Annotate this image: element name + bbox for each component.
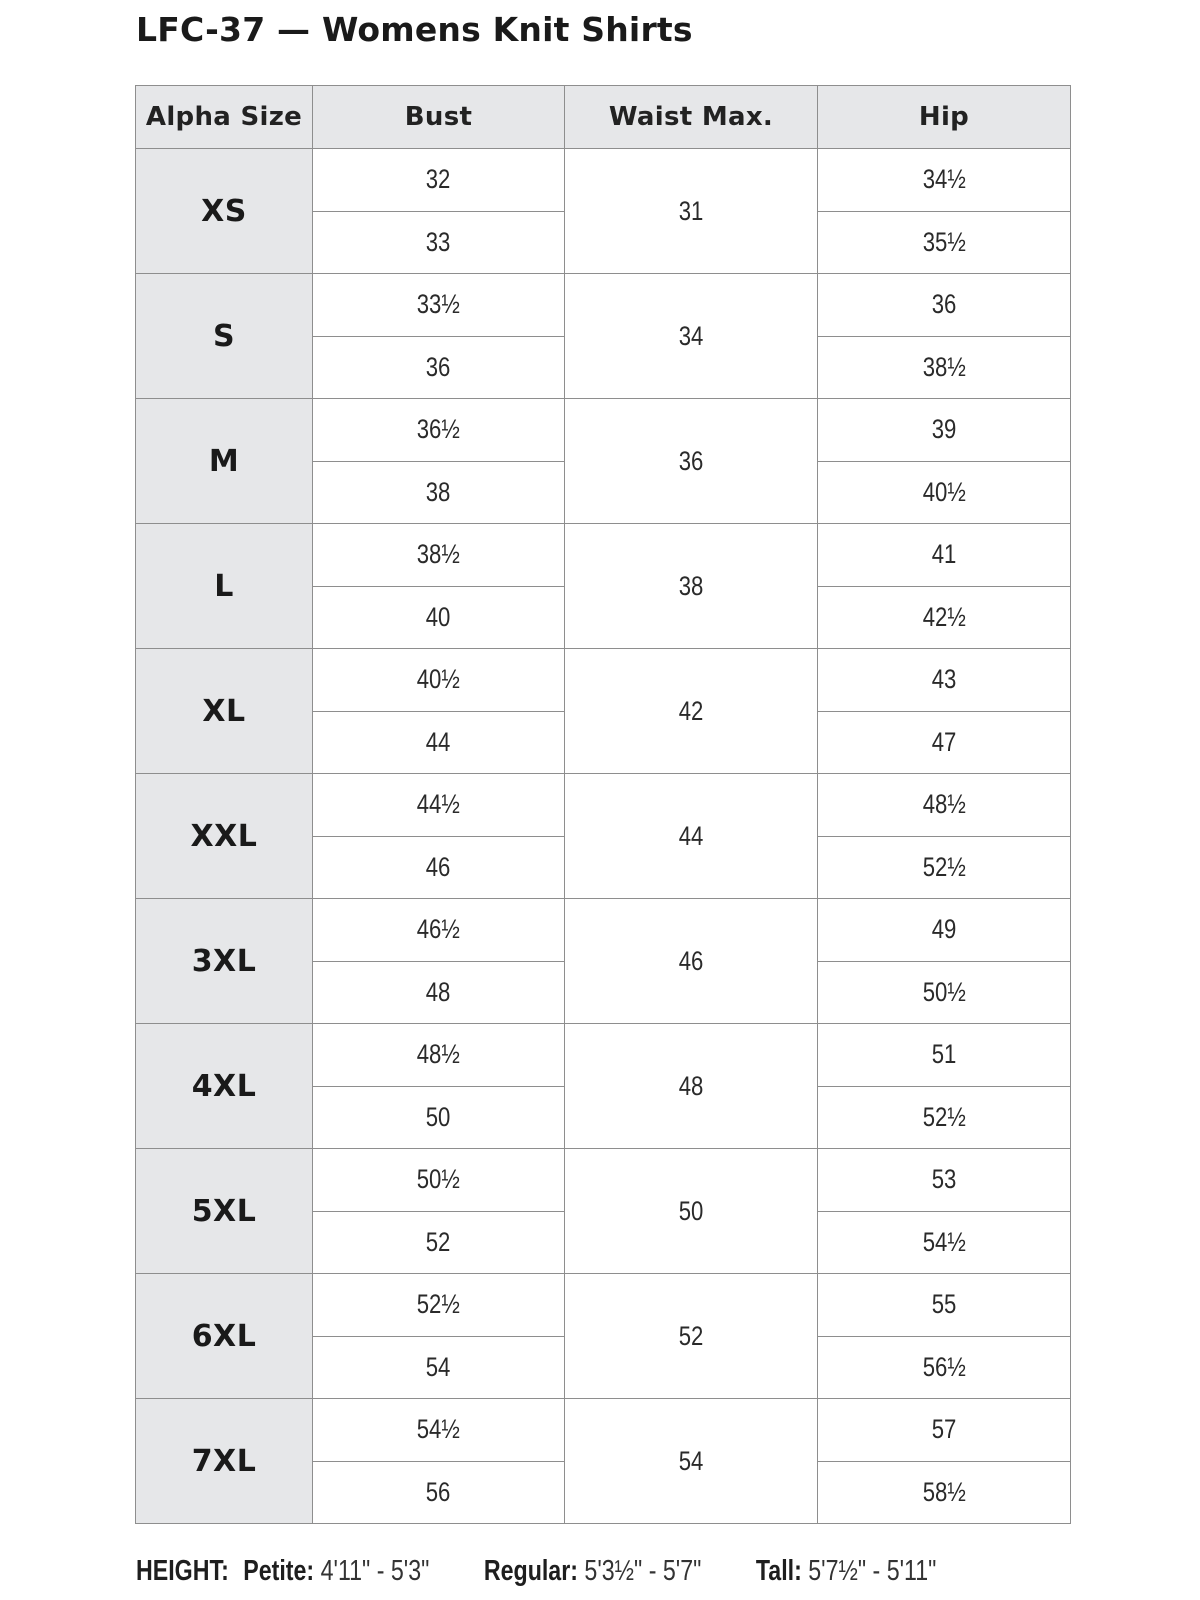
waist-cell: [565, 649, 818, 774]
alpha-size-cell: 3XL: [136, 899, 313, 1024]
waist-cell-value: 52: [678, 1320, 704, 1351]
hip-cell-value: 35½: [922, 226, 966, 257]
hip-cell-value: 58½: [922, 1476, 966, 1507]
hip-cell: [818, 711, 1071, 774]
hip-cell: [818, 1086, 1071, 1149]
alpha-size-cell: 5XL: [136, 1149, 313, 1274]
hip-cell-value: 47: [931, 726, 957, 757]
bust-cell: [313, 1211, 565, 1274]
size-chart-table: [135, 85, 1071, 1524]
height-note: [136, 1555, 936, 1588]
header-bust: Bust: [313, 86, 565, 149]
hip-cell: [818, 274, 1071, 337]
bust-cell: [313, 274, 565, 337]
waist-cell: [565, 274, 818, 399]
bust-cell-value: 56: [426, 1476, 451, 1507]
table-row: [136, 1024, 1071, 1087]
bust-cell-value: 38½: [416, 539, 461, 570]
bust-cell: [313, 399, 565, 462]
waist-cell: [565, 1274, 818, 1399]
bust-cell: [313, 899, 565, 962]
bust-cell: [313, 649, 565, 712]
bust-cell: [313, 1336, 565, 1399]
hip-cell-value: 50½: [922, 976, 966, 1007]
bust-cell-value: 50½: [416, 1164, 461, 1195]
hip-cell: [818, 1461, 1071, 1524]
alpha-size-cell: 6XL: [136, 1274, 313, 1399]
waist-cell-value: 48: [678, 1070, 704, 1101]
waist-cell-value: 36: [678, 445, 704, 476]
alpha-size-cell: M: [136, 399, 313, 524]
bust-cell-value: 48: [426, 976, 451, 1007]
bust-cell: [313, 1461, 565, 1524]
bust-cell: [313, 836, 565, 899]
hip-cell-value: 53: [931, 1164, 957, 1195]
hip-cell-value: 52½: [922, 1101, 966, 1132]
bust-cell-value: 40: [426, 601, 451, 632]
regular-value: 5'3½" - 5'7": [584, 1555, 702, 1587]
alpha-size-cell: L: [136, 524, 313, 649]
hip-cell-value: 54½: [922, 1226, 966, 1257]
bust-cell: [313, 1086, 565, 1149]
waist-cell: [565, 1149, 818, 1274]
alpha-size-cell: XXL: [136, 774, 313, 899]
bust-cell: [313, 1024, 565, 1087]
hip-cell: [818, 1336, 1071, 1399]
table-header-row: [136, 86, 1071, 149]
waist-cell-value: 44: [678, 820, 704, 851]
waist-cell: [565, 774, 818, 899]
bust-cell-value: 50: [426, 1101, 451, 1132]
bust-cell-value: 33½: [416, 289, 461, 320]
hip-cell: [818, 1211, 1071, 1274]
waist-cell: [565, 149, 818, 274]
bust-cell-value: 33: [426, 226, 451, 257]
hip-cell-value: 41: [931, 539, 957, 570]
table-row: [136, 524, 1071, 587]
alpha-size-cell: XS: [136, 149, 313, 274]
page-title: LFC-37 — Womens Knit Shirts: [136, 10, 693, 49]
bust-cell-value: 46: [426, 851, 451, 882]
hip-cell-value: 55: [931, 1289, 957, 1320]
bust-cell-value: 38: [426, 476, 451, 507]
waist-cell-value: 42: [678, 695, 704, 726]
bust-cell-value: 54: [426, 1351, 451, 1382]
waist-cell: [565, 524, 818, 649]
hip-cell-value: 52½: [922, 851, 966, 882]
table-row: [136, 1274, 1071, 1337]
table-body: [136, 149, 1071, 1524]
bust-cell-value: 48½: [416, 1039, 461, 1070]
hip-cell: [818, 1274, 1071, 1337]
bust-cell-value: 52: [426, 1226, 451, 1257]
bust-cell: [313, 1274, 565, 1337]
hip-cell: [818, 649, 1071, 712]
regular-label: Regular:: [483, 1555, 578, 1587]
bust-cell-value: 52½: [416, 1289, 461, 1320]
hip-cell: [818, 336, 1071, 399]
table-row: [136, 149, 1071, 212]
hip-cell-value: 42½: [922, 601, 966, 632]
bust-cell: [313, 1399, 565, 1462]
table-row: [136, 899, 1071, 962]
table-row: [136, 1149, 1071, 1212]
bust-cell: [313, 711, 565, 774]
hip-cell: [818, 836, 1071, 899]
hip-cell-value: 56½: [922, 1351, 966, 1382]
table-row: [136, 274, 1071, 337]
hip-cell-value: 49: [931, 914, 957, 945]
hip-cell: [818, 961, 1071, 1024]
bust-cell: [313, 1149, 565, 1212]
hip-cell-value: 43: [931, 664, 957, 695]
header-alpha-size: Alpha Size: [136, 86, 313, 149]
hip-cell: [818, 211, 1071, 274]
table-row: [136, 399, 1071, 462]
hip-cell-value: 51: [931, 1039, 957, 1070]
waist-cell-value: 31: [678, 195, 704, 226]
hip-cell-value: 57: [931, 1414, 957, 1445]
tall-label: Tall:: [755, 1555, 802, 1587]
waist-cell-value: 34: [678, 320, 704, 351]
bust-cell-value: 32: [426, 164, 451, 195]
hip-cell: [818, 774, 1071, 837]
hip-cell: [818, 1149, 1071, 1212]
hip-cell: [818, 1399, 1071, 1462]
bust-cell-value: 46½: [416, 914, 461, 945]
alpha-size-cell: S: [136, 274, 313, 399]
bust-cell: [313, 961, 565, 1024]
hip-cell-value: 38½: [922, 351, 966, 382]
bust-cell-value: 36: [426, 351, 451, 382]
hip-cell-value: 39: [931, 414, 957, 445]
header-hip: Hip: [818, 86, 1071, 149]
table-row: [136, 649, 1071, 712]
alpha-size-cell: 7XL: [136, 1399, 313, 1524]
hip-cell: [818, 461, 1071, 524]
bust-cell: [313, 586, 565, 649]
hip-cell: [818, 899, 1071, 962]
hip-cell: [818, 586, 1071, 649]
table-row: [136, 1399, 1071, 1462]
height-label: HEIGHT:: [136, 1555, 229, 1587]
bust-cell-value: 44: [426, 726, 451, 757]
hip-cell: [818, 149, 1071, 212]
alpha-size-cell: XL: [136, 649, 313, 774]
bust-cell-value: 40½: [416, 664, 461, 695]
waist-cell: [565, 1024, 818, 1149]
waist-cell-value: 38: [678, 570, 704, 601]
petite-label: Petite:: [243, 1555, 315, 1587]
waist-cell: [565, 1399, 818, 1524]
hip-cell-value: 48½: [922, 789, 966, 820]
bust-cell-value: 54½: [416, 1414, 461, 1445]
waist-cell: [565, 899, 818, 1024]
bust-cell: [313, 524, 565, 587]
alpha-size-cell: 4XL: [136, 1024, 313, 1149]
table-row: [136, 774, 1071, 837]
bust-cell-value: 44½: [416, 789, 461, 820]
hip-cell-value: 40½: [922, 476, 966, 507]
waist-cell-value: 50: [678, 1195, 704, 1226]
hip-cell: [818, 1024, 1071, 1087]
bust-cell: [313, 211, 565, 274]
header-waist: Waist Max.: [565, 86, 818, 149]
waist-cell: [565, 399, 818, 524]
hip-cell: [818, 524, 1071, 587]
hip-cell-value: 34½: [922, 164, 966, 195]
tall-value: 5'7½" - 5'11": [808, 1555, 937, 1587]
bust-cell: [313, 149, 565, 212]
waist-cell-value: 46: [678, 945, 704, 976]
petite-value: 4'11" - 5'3": [320, 1555, 430, 1587]
waist-cell-value: 54: [678, 1445, 704, 1476]
bust-cell: [313, 336, 565, 399]
bust-cell-value: 36½: [416, 414, 461, 445]
bust-cell: [313, 774, 565, 837]
bust-cell: [313, 461, 565, 524]
hip-cell-value: 36: [931, 289, 957, 320]
hip-cell: [818, 399, 1071, 462]
